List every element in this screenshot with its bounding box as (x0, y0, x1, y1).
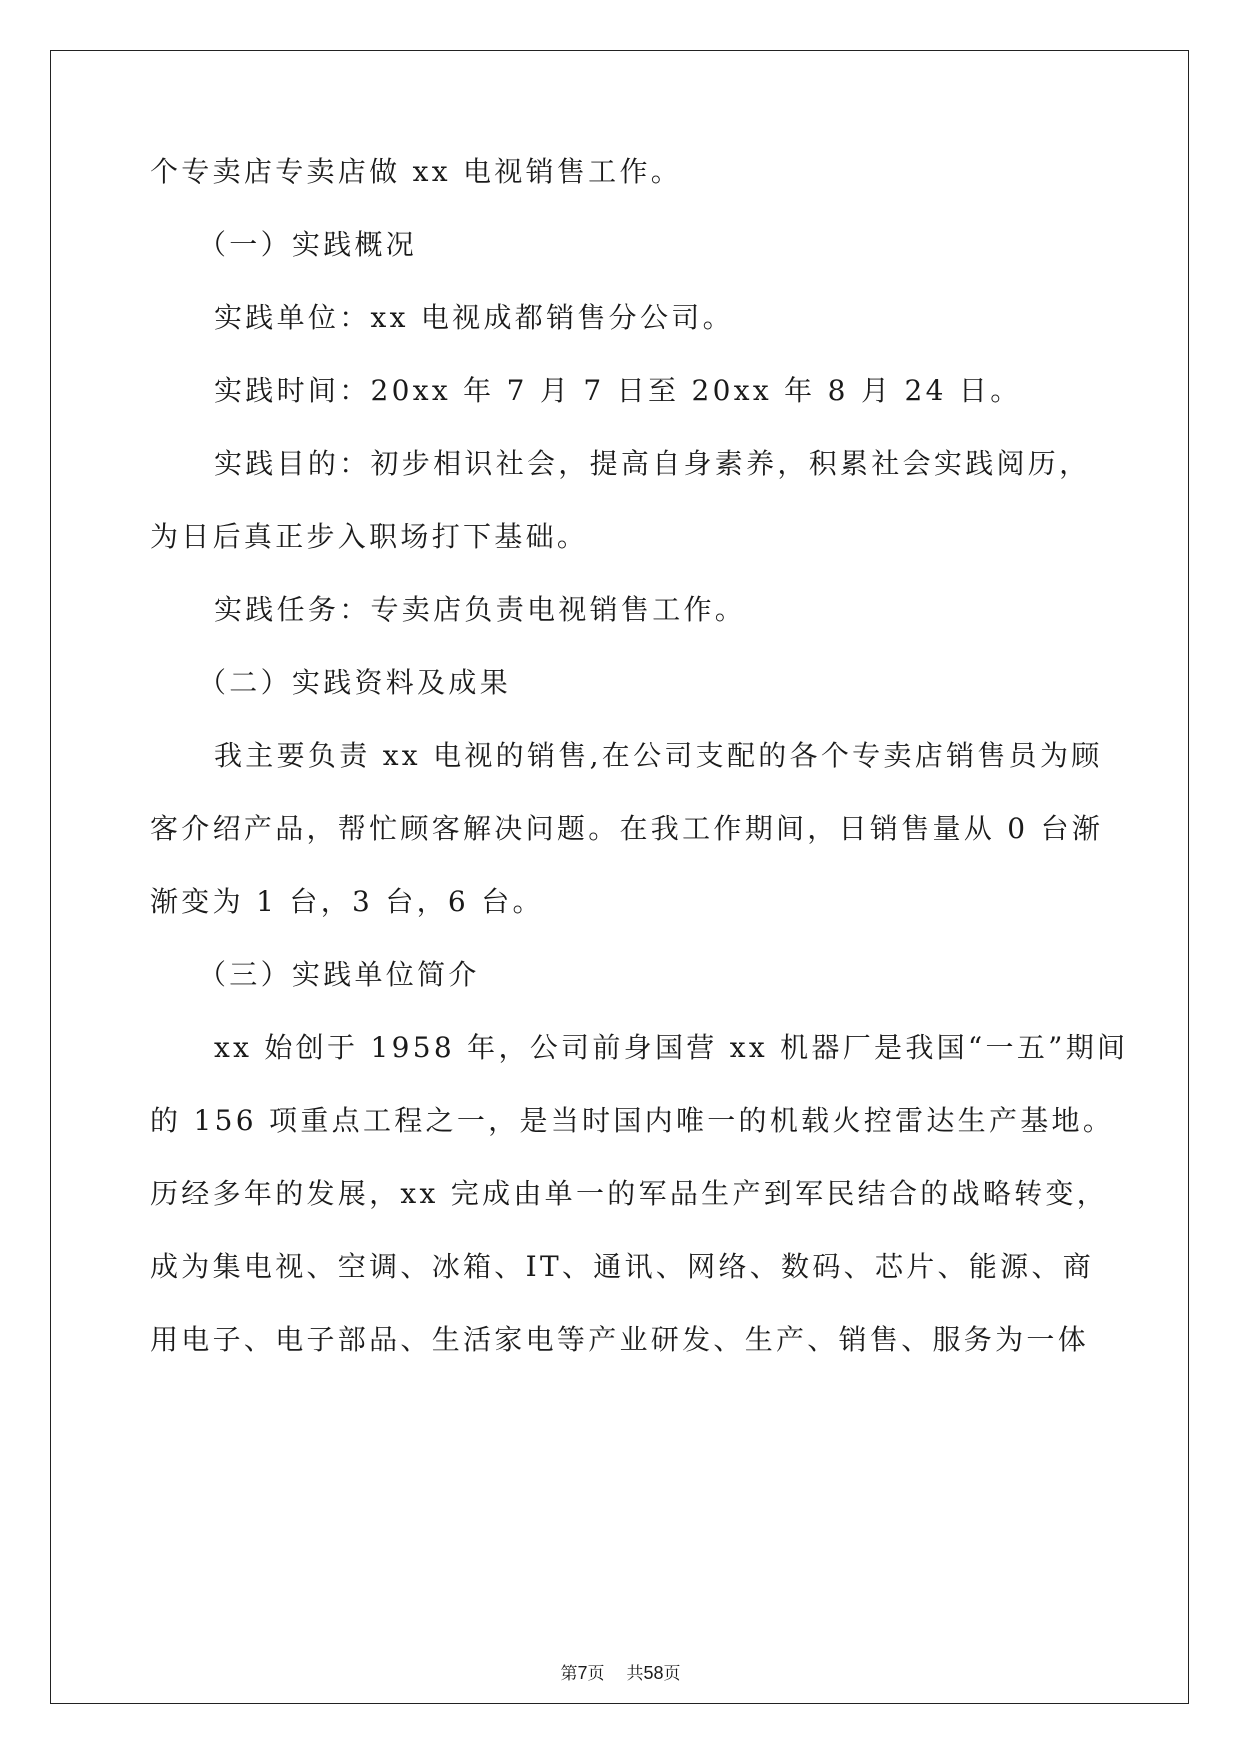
text-line: 实践时间：20xx 年 7 月 7 日至 20xx 年 8 月 24 日。 (214, 374, 1022, 407)
text-line: 的 156 项重点工程之一，是当时国内唯一的机载火控雷达生产基地。 (150, 1104, 1115, 1137)
text-line: 客介绍产品，帮忙顾客解决问题。在我工作期间，日销售量从 0 台渐 (150, 812, 1104, 845)
total-pages: 58 (643, 1663, 664, 1683)
text-line: 渐变为 1 台，3 台，6 台。 (150, 885, 544, 918)
page-footer (0, 1662, 1241, 1685)
text-line: xx 始创于 1958 年，公司前身国营 xx 机器厂是我国“一五”期间 (214, 1031, 1129, 1064)
page-unit: 页 (587, 1664, 605, 1684)
section-heading: （一）实践概况 (198, 228, 418, 261)
section-heading: （三）实践单位简介 (198, 958, 480, 991)
page-prefix: 第 (560, 1664, 578, 1684)
page-number: 7 (577, 1663, 588, 1683)
text-line: 个专卖店专卖店做 xx 电视销售工作。 (150, 155, 683, 188)
total-prefix: 共 (626, 1664, 644, 1684)
text-line: 实践单位：xx 电视成都销售分公司。 (214, 301, 734, 334)
page-border (50, 50, 1189, 1704)
text-line: 我主要负责 xx 电视的销售,在公司支配的各个专卖店销售员为顾 (214, 739, 1103, 772)
text-line: 为日后真正步入职场打下基础。 (150, 520, 589, 553)
text-line: 用电子、电子部品、生活家电等产业研发、生产、销售、服务为一体 (150, 1323, 1090, 1356)
section-heading: （二）实践资料及成果 (198, 666, 512, 699)
total-unit: 页 (663, 1664, 681, 1684)
text-line: 成为集电视、空调、冰箱、IT、通讯、网络、数码、芯片、能源、商 (150, 1250, 1095, 1283)
text-line: 实践目的：初步相识社会，提高自身素养，积累社会实践阅历， (214, 447, 1091, 480)
text-line: 实践任务：专卖店负责电视销售工作。 (214, 593, 747, 626)
text-line: 历经多年的发展，xx 完成由单一的军品生产到军民结合的战略转变， (150, 1177, 1109, 1210)
